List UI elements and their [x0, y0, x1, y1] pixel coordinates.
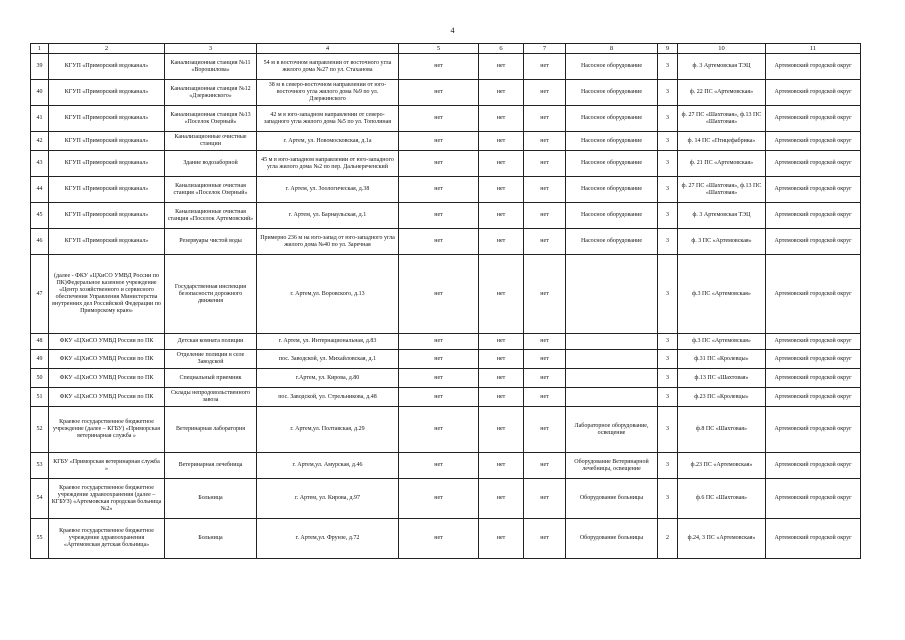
district-cell: Артемовский городской округ [766, 255, 861, 334]
col7-cell: нет [524, 203, 566, 229]
col5-cell: нет [399, 479, 479, 519]
row-number: 51 [31, 388, 49, 407]
col5-cell: нет [399, 255, 479, 334]
equipment-cell [566, 255, 658, 334]
category-cell: 3 [658, 255, 678, 334]
category-cell: 3 [658, 453, 678, 479]
column-header: 10 [678, 44, 766, 54]
row-number: 50 [31, 369, 49, 388]
category-cell: 3 [658, 479, 678, 519]
equipment-cell: Насосное оборудование [566, 177, 658, 203]
object-cell: Детская комната полиции [165, 334, 257, 350]
feeder-cell: ф. 27 ПС «Шахтовая», ф.13 ПС «Шахтовая» [678, 177, 766, 203]
table-row [31, 106, 861, 132]
col6-cell: нет [479, 203, 524, 229]
address-cell: г. Артем, ул. Новомосковская, д.1а [257, 132, 399, 151]
address-cell: г. Артем,ул. Амурская, д.46 [257, 453, 399, 479]
address-cell: г.Артем, ул. Кирова, д.80 [257, 369, 399, 388]
category-cell: 3 [658, 407, 678, 453]
col7-cell: нет [524, 255, 566, 334]
col6-cell: нет [479, 177, 524, 203]
table-row [31, 229, 861, 255]
feeder-cell: ф.23 ПС «Артемовская» [678, 453, 766, 479]
row-number: 40 [31, 80, 49, 106]
organization-cell: Краевое государственное бюджетное учреждение здравоохранения «Артемовская детская больница» [49, 519, 165, 559]
address-cell: г. Артем,ул. Воровского, д.13 [257, 255, 399, 334]
feeder-cell: ф.24, 3 ПС «Артемовская» [678, 519, 766, 559]
category-cell: 3 [658, 151, 678, 177]
object-cell: Канализационные очистная станция «Поселок Артемовский» [165, 203, 257, 229]
col5-cell: нет [399, 80, 479, 106]
district-cell: Артемовский городской округ [766, 334, 861, 350]
organization-cell: КГУП «Приморский водоканал» [49, 229, 165, 255]
table-row [31, 479, 861, 519]
category-cell: 3 [658, 54, 678, 80]
district-cell: Артемовский городской округ [766, 106, 861, 132]
col6-cell: нет [479, 369, 524, 388]
equipment-cell: Насосное оборудование [566, 80, 658, 106]
category-cell: 3 [658, 203, 678, 229]
row-number: 54 [31, 479, 49, 519]
column-number-row [31, 44, 861, 54]
feeder-cell: ф. 14 ПС «Птицефабрика» [678, 132, 766, 151]
address-cell: г. Артем, ул. Кирова, д.97 [257, 479, 399, 519]
col6-cell: нет [479, 453, 524, 479]
col5-cell: нет [399, 453, 479, 479]
district-cell: Артемовский городской округ [766, 132, 861, 151]
column-header: 7 [524, 44, 566, 54]
feeder-cell: ф. 22 ПС «Артемовская» [678, 80, 766, 106]
row-number: 55 [31, 519, 49, 559]
object-cell: Ветеринарная лечебница [165, 453, 257, 479]
col5-cell: нет [399, 350, 479, 369]
feeder-cell: ф.3 ПС «Артемовская» [678, 334, 766, 350]
feeder-cell: ф.23 ПС «Кролевцы» [678, 388, 766, 407]
category-cell: 3 [658, 334, 678, 350]
object-cell: Канализационные очистная станция «Поселок Озерный» [165, 177, 257, 203]
organization-cell: КГУП «Приморский водоканал» [49, 80, 165, 106]
col7-cell: нет [524, 453, 566, 479]
equipment-cell [566, 350, 658, 369]
organization-cell: (далее - ФКУ «ЦХиСО УМВД России по ПК)Федеральное казенное учреждение «Центр хозяйственного и сервисного обеспечения Управления Министерства внутренних дел Российской Федерации по Приморскому краю» [49, 255, 165, 334]
feeder-cell: ф.8 ПС «Шахтовая» [678, 407, 766, 453]
object-cell: Здание водозаборной [165, 151, 257, 177]
equipment-cell [566, 334, 658, 350]
row-number: 43 [31, 151, 49, 177]
col6-cell: нет [479, 106, 524, 132]
district-cell: Артемовский городской округ [766, 388, 861, 407]
column-header: 3 [165, 44, 257, 54]
object-cell: Ветеринарная лаборатория [165, 407, 257, 453]
district-cell: Артемовский городской округ [766, 479, 861, 519]
row-number: 45 [31, 203, 49, 229]
facilities-table [30, 43, 861, 559]
table-row [31, 132, 861, 151]
feeder-cell: ф.3 ПС «Артемовская» [678, 255, 766, 334]
district-cell: Артемовский городской округ [766, 54, 861, 80]
address-cell: г. Артем, ул. Барнаульская, д.1 [257, 203, 399, 229]
object-cell: Отделение полиции в селе Заводской [165, 350, 257, 369]
column-header: 8 [566, 44, 658, 54]
object-cell: Канализационная станция №11 «Ворошилова» [165, 54, 257, 80]
equipment-cell: Лабораторное оборудование, освещение [566, 407, 658, 453]
col6-cell: нет [479, 479, 524, 519]
organization-cell: ФКУ «ЦХиСО УМВД России по ПК [49, 369, 165, 388]
district-cell: Артемовский городской округ [766, 229, 861, 255]
row-number: 46 [31, 229, 49, 255]
category-cell: 3 [658, 177, 678, 203]
col6-cell: нет [479, 54, 524, 80]
col5-cell: нет [399, 54, 479, 80]
table-row [31, 177, 861, 203]
organization-cell: КГБУ «Приморская ветеринарная служба » [49, 453, 165, 479]
district-cell: Артемовский городской округ [766, 350, 861, 369]
column-header: 11 [766, 44, 861, 54]
district-cell: Артемовский городской округ [766, 151, 861, 177]
table-row [31, 334, 861, 350]
organization-cell: Краевое государственное бюджетное учреждение (далее – КГБУ) «Приморская ветеринарная служба » [49, 407, 165, 453]
col7-cell: нет [524, 229, 566, 255]
col7-cell: нет [524, 519, 566, 559]
column-header: 6 [479, 44, 524, 54]
object-cell: Склады непродовольственного завоза [165, 388, 257, 407]
table-row [31, 80, 861, 106]
feeder-cell: ф. 27 ПС «Шахтовая», ф.13 ПС «Шахтовая» [678, 106, 766, 132]
column-header: 1 [31, 44, 49, 54]
table-row [31, 54, 861, 80]
feeder-cell: ф. 3 ПС «Артемовская» [678, 229, 766, 255]
col6-cell: нет [479, 350, 524, 369]
feeder-cell: ф.13 ПС «Шахтовая» [678, 369, 766, 388]
object-cell: Больница [165, 519, 257, 559]
col7-cell: нет [524, 334, 566, 350]
category-cell: 3 [658, 388, 678, 407]
col7-cell: нет [524, 479, 566, 519]
organization-cell: ФКУ «ЦХиСО УМВД России по ПК [49, 388, 165, 407]
district-cell: Артемовский городской округ [766, 407, 861, 453]
category-cell: 3 [658, 350, 678, 369]
table-row [31, 407, 861, 453]
address-cell: пос. Заводской, ул. Михайловская, д.1 [257, 350, 399, 369]
table-row [31, 151, 861, 177]
column-header: 4 [257, 44, 399, 54]
row-number: 42 [31, 132, 49, 151]
col5-cell: нет [399, 177, 479, 203]
feeder-cell: ф. 3 Артемовская ТЭЦ [678, 203, 766, 229]
equipment-cell: Насосное оборудование [566, 54, 658, 80]
col5-cell: нет [399, 229, 479, 255]
col5-cell: нет [399, 106, 479, 132]
col7-cell: нет [524, 151, 566, 177]
address-cell: 54 м в восточном направлении от восточного угла жилого дома №27 по ул. Стаханова [257, 54, 399, 80]
equipment-cell: Оборудование больницы [566, 479, 658, 519]
organization-cell: КГУП «Приморский водоканал» [49, 203, 165, 229]
category-cell: 3 [658, 106, 678, 132]
organization-cell: КГУП «Приморский водоканал» [49, 106, 165, 132]
column-header: 5 [399, 44, 479, 54]
col7-cell: нет [524, 177, 566, 203]
equipment-cell: Насосное оборудование [566, 106, 658, 132]
address-cell: г. Артем,ул. Фрунзе, д.72 [257, 519, 399, 559]
col5-cell: нет [399, 132, 479, 151]
address-cell: 45 м в юго-западном направлении от юго-западного угла жилого дома №2 по пер. Дальнереченский [257, 151, 399, 177]
feeder-cell: ф.6 ПС «Шахтовая» [678, 479, 766, 519]
row-number: 41 [31, 106, 49, 132]
organization-cell: КГУП «Приморский водоканал» [49, 132, 165, 151]
col7-cell: нет [524, 106, 566, 132]
page-number: 4 [450, 26, 455, 35]
organization-cell: КГУП «Приморский водоканал» [49, 54, 165, 80]
col6-cell: нет [479, 151, 524, 177]
object-cell: Резервуары чистой воды [165, 229, 257, 255]
address-cell: г. Артем, ул. Зоологическая, д.38 [257, 177, 399, 203]
table-row [31, 203, 861, 229]
col5-cell: нет [399, 519, 479, 559]
col6-cell: нет [479, 388, 524, 407]
row-number: 48 [31, 334, 49, 350]
col5-cell: нет [399, 369, 479, 388]
object-cell: Специальный приемник [165, 369, 257, 388]
col7-cell: нет [524, 407, 566, 453]
table-row [31, 350, 861, 369]
organization-cell: КГУП «Приморский водоканал» [49, 151, 165, 177]
col6-cell: нет [479, 519, 524, 559]
table-row [31, 519, 861, 559]
row-number: 44 [31, 177, 49, 203]
column-header: 2 [49, 44, 165, 54]
row-number: 53 [31, 453, 49, 479]
column-header: 9 [658, 44, 678, 54]
category-cell: 3 [658, 132, 678, 151]
col7-cell: нет [524, 369, 566, 388]
organization-cell: ФКУ «ЦХиСО УМВД России по ПК [49, 334, 165, 350]
district-cell: Артемовский городской округ [766, 369, 861, 388]
district-cell: Артемовский городской округ [766, 453, 861, 479]
address-cell: 38 м в северо-восточном направлении от юго-восточного угла жилого дома №9 по ул. Дзержинского [257, 80, 399, 106]
feeder-cell: ф. 21 ПС «Артемовская» [678, 151, 766, 177]
organization-cell: ФКУ «ЦХиСО УМВД России по ПК [49, 350, 165, 369]
district-cell: Артемовский городской округ [766, 203, 861, 229]
col6-cell: нет [479, 80, 524, 106]
address-cell: пос. Заводской, ул. Стрельникова, д.48 [257, 388, 399, 407]
col7-cell: нет [524, 80, 566, 106]
row-number: 52 [31, 407, 49, 453]
district-cell: Артемовский городской округ [766, 80, 861, 106]
object-cell: Канализационные очистные станции [165, 132, 257, 151]
feeder-cell: ф.31 ПС «Кролевцы» [678, 350, 766, 369]
table-row [31, 453, 861, 479]
feeder-cell: ф. 3 Артемовская ТЭЦ [678, 54, 766, 80]
equipment-cell: Насосное оборудование [566, 203, 658, 229]
col5-cell: нет [399, 151, 479, 177]
object-cell: Канализационная станция №12 «Дзержинского» [165, 80, 257, 106]
equipment-cell [566, 388, 658, 407]
col6-cell: нет [479, 407, 524, 453]
object-cell: Канализационная станция №13 «Поселок Озерный» [165, 106, 257, 132]
col5-cell: нет [399, 334, 479, 350]
object-cell: Больница [165, 479, 257, 519]
table-row [31, 369, 861, 388]
district-cell: Артемовский городской округ [766, 519, 861, 559]
col5-cell: нет [399, 203, 479, 229]
col7-cell: нет [524, 54, 566, 80]
col5-cell: нет [399, 407, 479, 453]
col7-cell: нет [524, 132, 566, 151]
col6-cell: нет [479, 229, 524, 255]
equipment-cell: Оборудование Ветеринарной лечебницы, освещение [566, 453, 658, 479]
object-cell: Государственная инспекция безопасности дорожного движения [165, 255, 257, 334]
organization-cell: КГУП «Приморский водоканал» [49, 177, 165, 203]
address-cell: г. Артем,ул. Полтавская, д.29 [257, 407, 399, 453]
col6-cell: нет [479, 334, 524, 350]
row-number: 39 [31, 54, 49, 80]
row-number: 47 [31, 255, 49, 334]
table-row [31, 388, 861, 407]
equipment-cell: Оборудование больницы [566, 519, 658, 559]
row-number: 49 [31, 350, 49, 369]
organization-cell: Краевое государственное бюджетное учреждение здравоохранения (далее – КГБУЗ) «Артемовская городская больница №2» [49, 479, 165, 519]
equipment-cell: Насосное оборудование [566, 151, 658, 177]
address-cell: 42 м в юго-западном направлении от северо-западного угла жилого дома №5 по ул. Тополиная [257, 106, 399, 132]
equipment-cell: Насосное оборудование [566, 229, 658, 255]
col7-cell: нет [524, 350, 566, 369]
equipment-cell: Насосное оборудование [566, 132, 658, 151]
address-cell: г. Артем, ул. Интернациональная, д.83 [257, 334, 399, 350]
address-cell: Примерно 236 м на юго-запад от юго-западного угла жилого дома №40 по ул. Заречная [257, 229, 399, 255]
district-cell: Артемовский городской округ [766, 177, 861, 203]
table-row [31, 255, 861, 334]
col5-cell: нет [399, 388, 479, 407]
col7-cell: нет [524, 388, 566, 407]
col6-cell: нет [479, 132, 524, 151]
category-cell: 3 [658, 369, 678, 388]
category-cell: 2 [658, 519, 678, 559]
col6-cell: нет [479, 255, 524, 334]
category-cell: 3 [658, 229, 678, 255]
equipment-cell [566, 369, 658, 388]
category-cell: 3 [658, 80, 678, 106]
